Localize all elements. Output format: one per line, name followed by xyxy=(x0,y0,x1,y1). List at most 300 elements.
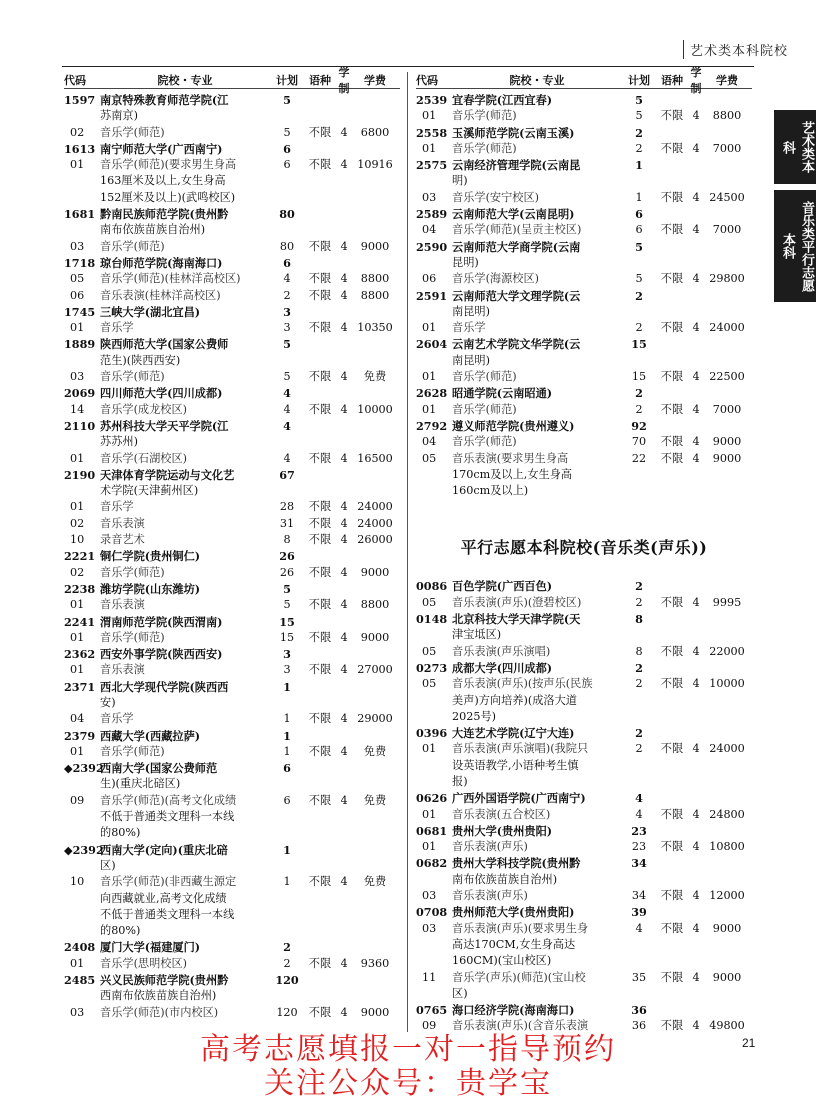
cell-fee xyxy=(352,972,398,988)
cell-name: 音乐表演 xyxy=(100,516,145,530)
cell-fee xyxy=(352,988,398,1004)
cell-plan: 2 xyxy=(635,579,643,594)
cell-fee xyxy=(704,986,750,1002)
cell-years xyxy=(336,614,352,630)
cell-name: 昭通学院(云南昭通) xyxy=(452,386,553,401)
cell-lang: 不限 xyxy=(308,712,332,726)
major-row xyxy=(64,662,400,678)
continuation-row xyxy=(416,953,752,969)
cell-name: 音乐学 xyxy=(100,321,134,335)
cell-name: 安) xyxy=(100,695,116,709)
cell-plan: 4 xyxy=(283,402,291,416)
cell-lang xyxy=(304,809,336,825)
cell-name: 音乐表演(声乐演唱) xyxy=(452,644,551,658)
cell-name: 音乐表演(声乐) xyxy=(452,889,528,903)
cell-lang xyxy=(656,790,688,806)
cell-code: 03 xyxy=(422,190,437,204)
cell-lang: 不限 xyxy=(660,595,684,609)
cell-code: 0148 xyxy=(416,612,448,627)
cell-fee: 9000 xyxy=(712,921,742,935)
cell-name: 音乐学 xyxy=(100,712,134,726)
cell-plan xyxy=(622,937,656,953)
cell-fee: 8800 xyxy=(360,598,390,612)
cell-fee xyxy=(352,776,398,792)
continuation-row xyxy=(416,483,752,499)
cell-years xyxy=(688,855,704,871)
watermark-line-2: 关注公众号：贵学宝 xyxy=(264,1066,552,1101)
school-row xyxy=(64,467,400,483)
cell-plan: 35 xyxy=(631,970,647,984)
cell-code: 2408 xyxy=(64,940,96,955)
cell-code: 02 xyxy=(70,125,85,139)
cell-name: 170cm及以上,女生身高 xyxy=(452,467,573,481)
continuation-row xyxy=(416,304,752,320)
cell-code: 09 xyxy=(422,1019,437,1033)
cell-fee: 7000 xyxy=(712,223,742,237)
cell-lang xyxy=(656,206,688,222)
cell-name: 铜仁学院(贵州铜仁) xyxy=(100,549,201,564)
school-row xyxy=(416,336,752,352)
cell-lang xyxy=(656,239,688,255)
cell-plan: 6 xyxy=(283,141,291,156)
cell-lang xyxy=(656,418,688,434)
cell-fee xyxy=(704,855,750,871)
cell-lang xyxy=(656,709,688,725)
cell-plan: 1 xyxy=(283,875,291,889)
cell-code xyxy=(416,774,452,790)
cell-plan: 4 xyxy=(283,451,291,465)
cell-fee xyxy=(704,725,750,741)
cell-fee: 8800 xyxy=(360,272,390,286)
cell-lang xyxy=(304,923,336,939)
cell-code: 01 xyxy=(70,956,85,970)
cell-code: 1681 xyxy=(64,207,96,222)
school-row xyxy=(416,1002,752,1018)
cell-lang xyxy=(656,611,688,627)
cell-plan: 22 xyxy=(631,451,647,465)
cell-fee: 免费 xyxy=(363,793,387,807)
cell-name: 潍坊学院(山东潍坊) xyxy=(100,581,201,596)
cell-plan: 4 xyxy=(283,386,291,401)
watermark-line-1: 高考志愿填报一对一指导预约 xyxy=(200,1032,616,1067)
cell-code: 2591 xyxy=(416,288,448,303)
cell-fee xyxy=(704,823,750,839)
cell-fee xyxy=(352,923,398,939)
cell-years xyxy=(336,760,352,776)
continuation-row xyxy=(64,988,400,1004)
cell-fee xyxy=(704,353,750,369)
cell-years: 4 xyxy=(692,141,700,155)
cell-code: 06 xyxy=(422,272,437,286)
cell-fee xyxy=(352,467,398,483)
cell-years: 4 xyxy=(692,889,700,903)
cell-lang xyxy=(656,578,688,594)
cell-lang: 不限 xyxy=(660,190,684,204)
cell-years xyxy=(688,173,704,189)
cell-plan xyxy=(270,858,304,874)
school-row xyxy=(64,760,400,776)
major-row xyxy=(416,839,752,855)
cell-code: 01 xyxy=(422,402,437,416)
cell-name: 音乐学(成龙校区) xyxy=(100,402,188,416)
cell-plan: 5 xyxy=(283,337,291,352)
major-row xyxy=(416,271,752,287)
cell-fee xyxy=(352,434,398,450)
cell-years xyxy=(688,353,704,369)
cell-plan: 8 xyxy=(635,644,643,658)
school-row xyxy=(64,141,400,157)
major-row xyxy=(416,888,752,904)
cell-years xyxy=(336,825,352,841)
cell-code: 2589 xyxy=(416,207,448,222)
cell-plan: 8 xyxy=(635,612,643,627)
cell-years xyxy=(336,206,352,222)
cell-plan: 5 xyxy=(635,272,643,286)
cell-name: 玉溪师范学院(云南玉溪) xyxy=(452,125,575,140)
cell-code: 2379 xyxy=(64,728,96,743)
cell-lang: 不限 xyxy=(660,451,684,465)
cell-name: 厦门大学(福建厦门) xyxy=(100,940,201,955)
cell-name: 宜春学院(江西宜春) xyxy=(452,93,553,107)
cell-name: 渭南师范学院(陕西渭南) xyxy=(100,614,223,629)
cell-lang xyxy=(656,173,688,189)
major-row xyxy=(416,190,752,206)
cell-code: 01 xyxy=(70,321,85,335)
header-plan: 计划 xyxy=(276,74,298,87)
cell-name: 音乐学(师范) xyxy=(452,435,517,449)
cell-code xyxy=(64,858,100,874)
cell-years: 4 xyxy=(340,402,348,416)
school-row xyxy=(416,418,752,434)
major-row xyxy=(64,744,400,760)
school-row xyxy=(64,581,400,597)
cell-plan: 15 xyxy=(279,614,295,629)
cell-fee xyxy=(352,858,398,874)
cell-years xyxy=(688,418,704,434)
cell-name: 163厘米及以上,女生身高 xyxy=(100,174,226,188)
cell-plan: 80 xyxy=(279,207,295,222)
cell-name: 西藏大学(西藏拉萨) xyxy=(100,728,201,743)
cell-name: 美声)方向培养)(成洛大道 xyxy=(452,693,577,707)
cell-plan: 3 xyxy=(283,663,291,677)
cell-plan: 6 xyxy=(283,761,291,776)
cell-code xyxy=(64,695,100,711)
cell-code: 02 xyxy=(70,565,85,579)
cell-code: 03 xyxy=(70,370,85,384)
cell-fee xyxy=(352,581,398,597)
cell-lang xyxy=(304,988,336,1004)
cell-code: 11 xyxy=(422,970,437,984)
page-number: 21 xyxy=(742,1036,756,1050)
school-row xyxy=(416,385,752,401)
cell-years xyxy=(336,222,352,238)
cell-fee: 7000 xyxy=(712,402,742,416)
major-row xyxy=(64,1005,400,1021)
cell-plan: 26 xyxy=(279,549,295,564)
cell-code xyxy=(416,937,452,953)
cell-fee xyxy=(704,660,750,676)
cell-fee: 22000 xyxy=(709,644,745,658)
cell-plan xyxy=(270,222,304,238)
cell-plan xyxy=(270,923,304,939)
header-lang: 语种 xyxy=(661,74,683,87)
cell-lang xyxy=(304,776,336,792)
cell-name: 苏苏州) xyxy=(100,435,138,449)
cell-name: 152厘米及以上)(武鸣校区) xyxy=(100,190,236,204)
cell-code: 1889 xyxy=(64,337,96,352)
cell-code: 2792 xyxy=(416,418,448,433)
cell-years xyxy=(688,660,704,676)
continuation-row xyxy=(416,467,752,483)
cell-code: 2628 xyxy=(416,386,448,401)
cell-lang: 不限 xyxy=(660,435,684,449)
cell-plan: 34 xyxy=(631,856,647,871)
cell-lang xyxy=(304,141,336,157)
cell-name: 四川师范大学(四川成都) xyxy=(100,386,223,401)
cell-lang xyxy=(304,418,336,434)
cell-fee xyxy=(704,418,750,434)
cell-fee xyxy=(352,614,398,630)
cell-code: 01 xyxy=(70,598,85,612)
cell-lang xyxy=(304,434,336,450)
cell-fee xyxy=(704,904,750,920)
cell-name: 设英语教学,小语种考生慎 xyxy=(452,758,579,772)
school-row xyxy=(416,206,752,222)
cell-lang: 不限 xyxy=(308,402,332,416)
cell-plan: 70 xyxy=(631,435,647,449)
cell-plan: 2 xyxy=(283,956,291,970)
school-row xyxy=(64,385,400,401)
cell-code xyxy=(416,483,452,499)
cell-fee xyxy=(352,190,398,206)
cell-years xyxy=(688,872,704,888)
header-fee: 学费 xyxy=(716,74,738,87)
cell-name: 音乐学(师范) xyxy=(452,141,517,155)
continuation-row xyxy=(64,858,400,874)
cell-name: 苏州科技大学天平学院(江 xyxy=(100,418,229,433)
cell-years xyxy=(688,904,704,920)
cell-fee xyxy=(704,1002,750,1018)
cell-fee: 10000 xyxy=(357,402,393,416)
school-row xyxy=(416,125,752,141)
cell-lang xyxy=(304,581,336,597)
cell-plan: 92 xyxy=(631,418,647,433)
cell-plan: 2 xyxy=(635,677,643,691)
cell-plan xyxy=(622,986,656,1002)
cell-plan: 2 xyxy=(283,940,291,955)
cell-lang xyxy=(656,725,688,741)
cell-plan: 8 xyxy=(283,533,291,547)
cell-lang xyxy=(304,304,336,320)
cell-years: 4 xyxy=(340,1005,348,1019)
cell-fee xyxy=(352,548,398,564)
cell-code: 01 xyxy=(422,321,437,335)
cell-lang xyxy=(656,855,688,871)
cell-plan: 1 xyxy=(283,728,291,743)
continuation-row xyxy=(416,353,752,369)
cell-lang xyxy=(304,108,336,124)
cell-name: 范生)(陕西西安) xyxy=(100,353,181,367)
cell-lang: 不限 xyxy=(660,272,684,286)
major-row xyxy=(64,793,400,809)
cell-code: 0626 xyxy=(416,791,448,806)
cell-fee: 29800 xyxy=(709,272,745,286)
cell-fee: 24000 xyxy=(357,500,393,514)
cell-years xyxy=(336,858,352,874)
cell-years: 4 xyxy=(340,158,348,172)
cell-code xyxy=(64,353,100,369)
cell-code: 2485 xyxy=(64,973,96,988)
cell-lang: 不限 xyxy=(308,500,332,514)
cell-lang: 不限 xyxy=(660,321,684,335)
header-years: 学制 xyxy=(338,66,350,95)
cell-lang xyxy=(656,823,688,839)
continuation-row xyxy=(416,758,752,774)
continuation-row xyxy=(416,872,752,888)
school-row xyxy=(416,904,752,920)
cell-fee: 免费 xyxy=(363,875,387,889)
left-table-body xyxy=(64,92,400,1021)
cell-fee xyxy=(352,206,398,222)
cell-lang: 不限 xyxy=(308,239,332,253)
cell-code xyxy=(416,467,452,483)
cell-fee: 12000 xyxy=(709,889,745,903)
cell-plan: 2 xyxy=(635,386,643,401)
cell-code xyxy=(416,709,452,725)
cell-code xyxy=(64,825,100,841)
cell-fee xyxy=(704,627,750,643)
cell-name: 不低于普通类文理科一本线 xyxy=(100,810,235,824)
cell-code: 1597 xyxy=(64,93,96,107)
cell-name: 160CM)(宝山校区) xyxy=(452,954,552,968)
cell-lang: 不限 xyxy=(660,677,684,691)
cell-lang xyxy=(656,627,688,643)
cell-lang xyxy=(656,353,688,369)
cell-plan xyxy=(270,483,304,499)
cell-years xyxy=(688,774,704,790)
cell-fee: 9995 xyxy=(712,595,742,609)
cell-plan xyxy=(622,758,656,774)
cell-plan: 5 xyxy=(635,239,643,254)
cell-lang xyxy=(304,336,336,352)
cell-fee xyxy=(352,353,398,369)
cell-name: 的80%) xyxy=(100,924,141,938)
cell-plan: 1 xyxy=(635,190,643,204)
cell-fee: 29000 xyxy=(357,712,393,726)
continuation-row xyxy=(64,923,400,939)
cell-code: 06 xyxy=(70,288,85,302)
side-tab-art-undergrad[interactable]: 艺术类本科 xyxy=(774,110,816,184)
cell-years xyxy=(688,336,704,352)
cell-lang: 不限 xyxy=(660,109,684,123)
major-row xyxy=(64,271,400,287)
cell-name: 音乐表演 xyxy=(100,598,145,612)
school-row xyxy=(416,239,752,255)
cell-fee xyxy=(352,141,398,157)
major-row xyxy=(64,288,400,304)
cell-years xyxy=(688,937,704,953)
cell-plan: 15 xyxy=(631,370,647,384)
cell-code: 01 xyxy=(70,451,85,465)
page-header-title: 艺术类本科院校 xyxy=(683,40,788,59)
cell-plan: 5 xyxy=(283,93,291,107)
major-row xyxy=(64,402,400,418)
cell-plan: 120 xyxy=(276,1005,298,1019)
cell-plan xyxy=(270,776,304,792)
cell-fee xyxy=(352,108,398,124)
cell-lang xyxy=(304,353,336,369)
cell-name: 南京特殊教育师范学院(江 xyxy=(100,93,229,107)
major-row xyxy=(64,369,400,385)
continuation-row xyxy=(64,173,400,189)
cell-name: 苏南京) xyxy=(100,109,138,123)
cell-lang xyxy=(656,304,688,320)
cell-years xyxy=(688,239,704,255)
cell-years: 4 xyxy=(340,598,348,612)
cell-years: 4 xyxy=(692,402,700,416)
cell-lang xyxy=(656,660,688,676)
cell-name: 音乐学(师范) xyxy=(452,402,517,416)
cell-plan xyxy=(622,255,656,271)
continuation-row xyxy=(416,255,752,271)
cell-years: 4 xyxy=(340,516,348,530)
cell-lang: 不限 xyxy=(660,807,684,821)
cell-name: 音乐学(师范)(桂林洋高校区) xyxy=(100,272,241,286)
cell-lang: 不限 xyxy=(308,793,332,807)
cell-name: 津宝坻区) xyxy=(452,628,502,642)
cell-code: 0682 xyxy=(416,856,448,871)
cell-name: 黔南民族师范学院(贵州黔 xyxy=(100,207,229,222)
cell-plan: 31 xyxy=(279,516,295,530)
cell-years xyxy=(688,823,704,839)
cell-plan: 1 xyxy=(635,158,643,173)
cell-years xyxy=(336,776,352,792)
cell-lang xyxy=(304,222,336,238)
cell-code: 01 xyxy=(70,158,85,172)
cell-years xyxy=(688,611,704,627)
cell-plan xyxy=(270,891,304,907)
cell-fee xyxy=(704,937,750,953)
continuation-row xyxy=(64,695,400,711)
cell-years xyxy=(336,336,352,352)
cell-fee xyxy=(704,483,750,499)
cell-code: 03 xyxy=(422,889,437,903)
cell-plan xyxy=(622,709,656,725)
cell-name: 云南师范大学文理学院(云 xyxy=(452,288,581,303)
cell-name: 音乐学(安宁校区) xyxy=(452,190,540,204)
side-tab-music-parallel[interactable]: 音乐类平行志愿本科 xyxy=(774,190,816,302)
cell-name: 云南师范大学商学院(云南 xyxy=(452,239,581,254)
cell-fee: 9000 xyxy=(360,630,390,644)
cell-years xyxy=(336,809,352,825)
cell-plan: 120 xyxy=(275,973,299,988)
cell-name: 西南布依族苗族自治州) xyxy=(100,989,217,1003)
cell-lang: 不限 xyxy=(308,744,332,758)
cell-lang: 不限 xyxy=(308,956,332,970)
cell-lang xyxy=(304,646,336,662)
cell-fee xyxy=(704,758,750,774)
cell-years xyxy=(336,255,352,271)
cell-code: 0681 xyxy=(416,823,448,838)
cell-lang: 不限 xyxy=(308,272,332,286)
section-title: 平行志愿本科院校(音乐类(声乐)) xyxy=(460,538,708,558)
cell-fee xyxy=(352,173,398,189)
cell-years xyxy=(336,988,352,1004)
cell-fee xyxy=(704,467,750,483)
cell-lang xyxy=(304,206,336,222)
cell-fee: 9000 xyxy=(712,970,742,984)
cell-years: 4 xyxy=(692,742,700,756)
